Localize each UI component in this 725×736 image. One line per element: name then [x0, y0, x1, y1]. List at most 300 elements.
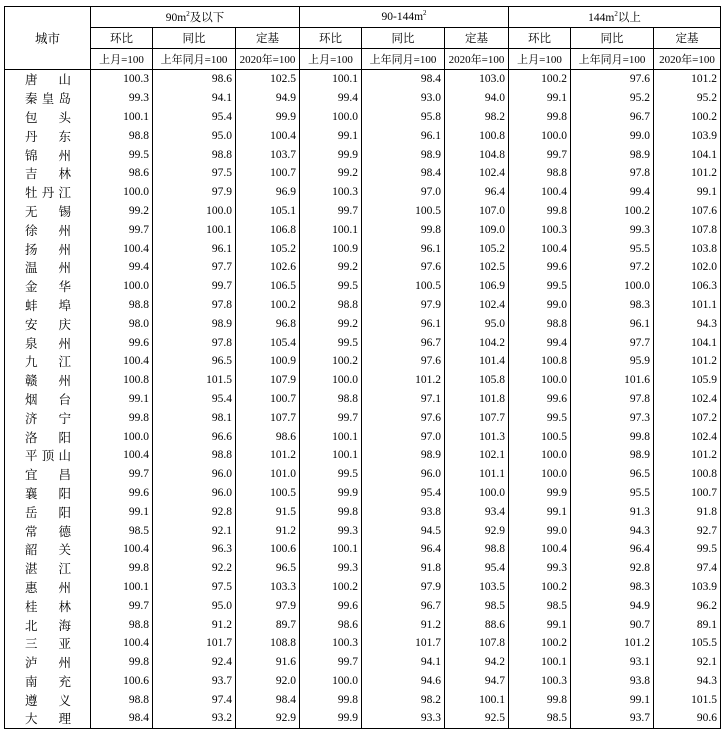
- value-cell: 92.7: [654, 521, 721, 540]
- value-cell: 99.5: [509, 408, 571, 427]
- value-cell: 98.8: [91, 296, 153, 315]
- city-name: 唐山: [25, 73, 71, 88]
- value-cell: 96.2: [654, 596, 721, 615]
- city-cell: [5, 277, 91, 296]
- table-row: [5, 540, 721, 559]
- value-cell: 98.8: [445, 540, 509, 559]
- value-cell: 100.2: [509, 70, 571, 89]
- value-cell: 99.9: [509, 484, 571, 503]
- value-cell: 90.7: [571, 615, 654, 634]
- base-header: 2020年=100: [654, 49, 721, 70]
- city-cell: [5, 108, 91, 127]
- value-cell: 98.6: [153, 70, 236, 89]
- value-cell: 100.1: [300, 427, 362, 446]
- city-cell: [5, 653, 91, 672]
- value-cell: 98.4: [91, 709, 153, 728]
- value-cell: 89.1: [654, 615, 721, 634]
- value-cell: 103.5: [445, 578, 509, 597]
- group-label-sup: 2: [186, 10, 190, 19]
- city-cell: [5, 202, 91, 221]
- city-name: 赣州: [25, 374, 71, 389]
- value-cell: 93.3: [362, 709, 445, 728]
- table-row: [5, 164, 721, 183]
- value-cell: 99.4: [91, 258, 153, 277]
- value-cell: 99.7: [509, 145, 571, 164]
- value-cell: 91.2: [236, 521, 300, 540]
- value-cell: 99.5: [509, 277, 571, 296]
- table-row: [5, 352, 721, 371]
- value-cell: 97.5: [153, 578, 236, 597]
- value-cell: 99.0: [509, 521, 571, 540]
- city-cell: [5, 484, 91, 503]
- value-cell: 99.3: [91, 89, 153, 108]
- value-cell: 99.1: [91, 502, 153, 521]
- value-cell: 100.2: [300, 352, 362, 371]
- value-cell: 98.8: [300, 390, 362, 409]
- value-cell: 99.6: [91, 484, 153, 503]
- city-cell: [5, 220, 91, 239]
- value-cell: 100.4: [91, 352, 153, 371]
- city-cell: [5, 672, 91, 691]
- value-cell: 106.9: [445, 277, 509, 296]
- value-cell: 95.4: [153, 390, 236, 409]
- value-cell: 98.6: [300, 615, 362, 634]
- value-cell: 105.5: [654, 634, 721, 653]
- base-header: 上年同月=100: [362, 49, 445, 70]
- value-cell: 97.8: [571, 164, 654, 183]
- value-cell: 95.5: [571, 239, 654, 258]
- table-row: [5, 220, 721, 239]
- value-cell: 92.1: [153, 521, 236, 540]
- value-cell: 100.4: [509, 183, 571, 202]
- metric-header: 环比: [300, 28, 362, 49]
- value-cell: 100.4: [509, 239, 571, 258]
- city-cell: [5, 540, 91, 559]
- value-cell: 96.9: [236, 183, 300, 202]
- table-row: [5, 202, 721, 221]
- city-column-header: 城市: [5, 7, 91, 70]
- value-cell: 97.4: [153, 690, 236, 709]
- value-cell: 99.0: [571, 126, 654, 145]
- base-header: 2020年=100: [236, 49, 300, 70]
- value-cell: 100.3: [91, 70, 153, 89]
- value-cell: 93.8: [571, 672, 654, 691]
- table-row: [5, 145, 721, 164]
- value-cell: 99.8: [300, 502, 362, 521]
- value-cell: 100.3: [509, 672, 571, 691]
- value-cell: 100.1: [300, 220, 362, 239]
- value-cell: 99.1: [300, 126, 362, 145]
- value-cell: 99.8: [509, 202, 571, 221]
- city-cell: [5, 352, 91, 371]
- city-cell: [5, 690, 91, 709]
- value-cell: 92.4: [153, 653, 236, 672]
- value-cell: 99.6: [300, 596, 362, 615]
- value-cell: 97.6: [571, 70, 654, 89]
- group-header-small: [91, 7, 300, 28]
- city-name: 三亚: [25, 637, 71, 652]
- value-cell: 96.7: [571, 108, 654, 127]
- value-cell: 104.1: [654, 145, 721, 164]
- table-row: [5, 446, 721, 465]
- value-cell: 102.4: [654, 427, 721, 446]
- city-cell: [5, 70, 91, 89]
- value-cell: 95.4: [445, 559, 509, 578]
- value-cell: 99.8: [91, 559, 153, 578]
- value-cell: 100.1: [300, 540, 362, 559]
- value-cell: 99.2: [300, 314, 362, 333]
- value-cell: 106.8: [236, 220, 300, 239]
- value-cell: 95.8: [362, 108, 445, 127]
- value-cell: 95.9: [571, 352, 654, 371]
- value-cell: 98.1: [153, 408, 236, 427]
- group-label: 90m: [165, 12, 187, 24]
- value-cell: 99.1: [509, 615, 571, 634]
- group-label: 144m: [588, 12, 615, 24]
- city-cell: [5, 521, 91, 540]
- value-cell: 93.8: [362, 502, 445, 521]
- value-cell: 100.8: [445, 126, 509, 145]
- value-cell: 92.9: [236, 709, 300, 728]
- value-cell: 99.5: [300, 465, 362, 484]
- value-cell: 96.3: [153, 540, 236, 559]
- value-cell: 99.0: [509, 296, 571, 315]
- value-cell: 97.4: [654, 559, 721, 578]
- city-name: 常德: [25, 524, 71, 539]
- value-cell: 95.2: [654, 89, 721, 108]
- city-name: 泸州: [25, 656, 71, 671]
- value-cell: 102.5: [236, 70, 300, 89]
- city-name: 南充: [25, 674, 71, 689]
- value-cell: 100.0: [91, 427, 153, 446]
- value-cell: 100.0: [509, 126, 571, 145]
- value-cell: 91.6: [236, 653, 300, 672]
- value-cell: 98.8: [91, 126, 153, 145]
- value-cell: 99.1: [509, 89, 571, 108]
- value-cell: 98.3: [571, 578, 654, 597]
- city-name: 岳阳: [25, 505, 71, 520]
- city-cell: [5, 578, 91, 597]
- value-cell: 103.9: [654, 578, 721, 597]
- city-cell: [5, 634, 91, 653]
- table-row: [5, 615, 721, 634]
- metric-header: 环比: [509, 28, 571, 49]
- value-cell: 97.1: [362, 390, 445, 409]
- value-cell: 92.9: [445, 521, 509, 540]
- value-cell: 100.7: [654, 484, 721, 503]
- value-cell: 94.1: [153, 89, 236, 108]
- value-cell: 100.2: [509, 578, 571, 597]
- value-cell: 99.8: [300, 690, 362, 709]
- city-cell: [5, 89, 91, 108]
- value-cell: 107.0: [445, 202, 509, 221]
- value-cell: 99.1: [91, 390, 153, 409]
- value-cell: 96.1: [153, 239, 236, 258]
- city-name: 北海: [25, 618, 71, 633]
- value-cell: 100.1: [91, 108, 153, 127]
- value-cell: 105.1: [236, 202, 300, 221]
- city-name: 温州: [25, 261, 71, 276]
- value-cell: 103.7: [236, 145, 300, 164]
- value-cell: 100.2: [509, 634, 571, 653]
- value-cell: 99.3: [300, 521, 362, 540]
- value-cell: 93.4: [445, 502, 509, 521]
- table-header: [5, 7, 721, 70]
- value-cell: 96.1: [362, 314, 445, 333]
- value-cell: 98.8: [509, 164, 571, 183]
- value-cell: 102.6: [236, 258, 300, 277]
- value-cell: 107.8: [445, 634, 509, 653]
- value-cell: 100.4: [509, 540, 571, 559]
- value-cell: 96.5: [571, 465, 654, 484]
- value-cell: 95.0: [153, 126, 236, 145]
- value-cell: 99.8: [509, 108, 571, 127]
- value-cell: 90.6: [654, 709, 721, 728]
- value-cell: 102.5: [445, 258, 509, 277]
- city-cell: [5, 296, 91, 315]
- table-row: [5, 559, 721, 578]
- value-cell: 94.6: [362, 672, 445, 691]
- city-cell: [5, 390, 91, 409]
- value-cell: 99.6: [509, 258, 571, 277]
- value-cell: 100.3: [300, 183, 362, 202]
- value-cell: 97.2: [571, 258, 654, 277]
- city-name: 济宁: [25, 411, 71, 426]
- value-cell: 103.3: [236, 578, 300, 597]
- value-cell: 100.2: [300, 578, 362, 597]
- table-row: [5, 258, 721, 277]
- value-cell: 96.7: [362, 333, 445, 352]
- value-cell: 102.4: [445, 164, 509, 183]
- city-name: 牡丹江: [25, 186, 71, 201]
- value-cell: 104.2: [445, 333, 509, 352]
- value-cell: 96.6: [153, 427, 236, 446]
- value-cell: 93.7: [153, 672, 236, 691]
- value-cell: 97.3: [571, 408, 654, 427]
- value-cell: 93.0: [362, 89, 445, 108]
- city-name: 泉州: [25, 336, 71, 351]
- city-name: 九江: [25, 355, 71, 370]
- value-cell: 100.0: [571, 277, 654, 296]
- value-cell: 96.1: [571, 314, 654, 333]
- value-cell: 100.6: [91, 672, 153, 691]
- value-cell: 100.1: [509, 653, 571, 672]
- city-cell: [5, 183, 91, 202]
- value-cell: 100.4: [91, 540, 153, 559]
- value-cell: 103.9: [654, 126, 721, 145]
- value-cell: 97.8: [153, 333, 236, 352]
- metric-header: 定基: [236, 28, 300, 49]
- value-cell: 92.0: [236, 672, 300, 691]
- base-header-row: [5, 49, 721, 70]
- value-cell: 99.9: [236, 108, 300, 127]
- value-cell: 101.2: [654, 70, 721, 89]
- value-cell: 97.0: [362, 183, 445, 202]
- value-cell: 99.1: [654, 183, 721, 202]
- value-cell: 94.9: [236, 89, 300, 108]
- value-cell: 98.8: [300, 296, 362, 315]
- table-row: [5, 371, 721, 390]
- city-name: 吉林: [25, 167, 71, 182]
- city-cell: [5, 145, 91, 164]
- value-cell: 97.9: [362, 296, 445, 315]
- city-name: 桂林: [25, 599, 71, 614]
- table-row: [5, 390, 721, 409]
- value-cell: 93.2: [153, 709, 236, 728]
- value-cell: 101.2: [654, 446, 721, 465]
- value-cell: 98.8: [153, 145, 236, 164]
- value-cell: 99.2: [300, 164, 362, 183]
- value-cell: 98.2: [445, 108, 509, 127]
- value-cell: 99.6: [509, 390, 571, 409]
- value-cell: 91.5: [236, 502, 300, 521]
- value-cell: 99.8: [362, 220, 445, 239]
- value-cell: 100.0: [91, 183, 153, 202]
- value-cell: 100.7: [236, 390, 300, 409]
- value-cell: 97.6: [362, 258, 445, 277]
- value-cell: 100.1: [300, 446, 362, 465]
- city-name: 惠州: [25, 580, 71, 595]
- value-cell: 100.0: [91, 277, 153, 296]
- city-name: 大理: [25, 712, 71, 727]
- value-cell: 92.1: [654, 653, 721, 672]
- value-cell: 97.5: [153, 164, 236, 183]
- group-label-suffix: 及以下: [189, 12, 225, 24]
- value-cell: 98.5: [509, 596, 571, 615]
- value-cell: 101.0: [236, 465, 300, 484]
- value-cell: 96.1: [362, 126, 445, 145]
- value-cell: 102.0: [654, 258, 721, 277]
- table-row: [5, 521, 721, 540]
- value-cell: 98.2: [362, 690, 445, 709]
- city-name: 锦州: [25, 148, 71, 163]
- value-cell: 96.4: [571, 540, 654, 559]
- value-cell: 97.7: [153, 258, 236, 277]
- city-cell: [5, 333, 91, 352]
- value-cell: 101.5: [654, 690, 721, 709]
- city-name: 烟台: [25, 392, 71, 407]
- city-name: 徐州: [25, 223, 71, 238]
- city-cell: [5, 126, 91, 145]
- city-name: 湛江: [25, 562, 71, 577]
- table-row: [5, 108, 721, 127]
- value-cell: 91.8: [362, 559, 445, 578]
- value-cell: 96.0: [153, 465, 236, 484]
- table-row: [5, 690, 721, 709]
- group-label-suffix: 以上: [617, 12, 641, 24]
- value-cell: 100.0: [300, 672, 362, 691]
- value-cell: 97.6: [362, 408, 445, 427]
- city-name: 秦皇岛: [25, 92, 71, 107]
- value-cell: 100.0: [153, 202, 236, 221]
- value-cell: 92.5: [445, 709, 509, 728]
- value-cell: 95.2: [571, 89, 654, 108]
- value-cell: 92.8: [571, 559, 654, 578]
- value-cell: 105.2: [445, 239, 509, 258]
- city-cell: [5, 408, 91, 427]
- value-cell: 99.3: [571, 220, 654, 239]
- value-cell: 101.2: [654, 352, 721, 371]
- value-cell: 99.4: [300, 89, 362, 108]
- value-cell: 100.0: [445, 484, 509, 503]
- value-cell: 109.0: [445, 220, 509, 239]
- value-cell: 94.7: [445, 672, 509, 691]
- city-cell: [5, 465, 91, 484]
- value-cell: 94.2: [445, 653, 509, 672]
- city-name: 韶关: [25, 543, 71, 558]
- value-cell: 101.8: [445, 390, 509, 409]
- value-cell: 107.7: [236, 408, 300, 427]
- value-cell: 100.9: [300, 239, 362, 258]
- metric-header: 同比: [153, 28, 236, 49]
- value-cell: 98.6: [91, 164, 153, 183]
- value-cell: 98.3: [571, 296, 654, 315]
- table-row: [5, 89, 721, 108]
- value-cell: 99.9: [300, 145, 362, 164]
- value-cell: 89.7: [236, 615, 300, 634]
- value-cell: 99.7: [91, 220, 153, 239]
- value-cell: 100.0: [509, 371, 571, 390]
- value-cell: 96.5: [236, 559, 300, 578]
- city-cell: [5, 314, 91, 333]
- city-cell: [5, 709, 91, 728]
- city-cell: [5, 559, 91, 578]
- value-cell: 94.3: [654, 672, 721, 691]
- value-cell: 94.3: [571, 521, 654, 540]
- value-cell: 99.2: [300, 258, 362, 277]
- value-cell: 107.8: [654, 220, 721, 239]
- city-name: 襄阳: [25, 486, 71, 501]
- table-row: [5, 653, 721, 672]
- base-header: 上月=100: [300, 49, 362, 70]
- price-index-table: [4, 6, 721, 729]
- value-cell: 98.5: [91, 521, 153, 540]
- table-row: [5, 465, 721, 484]
- group-header-large: [509, 7, 721, 28]
- value-cell: 108.8: [236, 634, 300, 653]
- value-cell: 97.7: [571, 333, 654, 352]
- value-cell: 100.4: [91, 239, 153, 258]
- group-label-sup: 2: [614, 10, 618, 19]
- value-cell: 98.5: [445, 596, 509, 615]
- table-row: [5, 408, 721, 427]
- value-cell: 104.8: [445, 145, 509, 164]
- sub-header-row: [5, 28, 721, 49]
- table-row: [5, 709, 721, 728]
- value-cell: 99.7: [300, 653, 362, 672]
- city-name: 无锡: [25, 204, 71, 219]
- value-cell: 100.8: [91, 371, 153, 390]
- value-cell: 103.8: [654, 239, 721, 258]
- value-cell: 99.1: [509, 502, 571, 521]
- value-cell: 101.7: [362, 634, 445, 653]
- value-cell: 98.9: [571, 446, 654, 465]
- metric-header: 定基: [445, 28, 509, 49]
- value-cell: 99.7: [300, 202, 362, 221]
- value-cell: 105.4: [236, 333, 300, 352]
- table-row: [5, 296, 721, 315]
- value-cell: 99.6: [91, 333, 153, 352]
- value-cell: 99.1: [571, 690, 654, 709]
- value-cell: 99.5: [91, 145, 153, 164]
- value-cell: 100.0: [509, 465, 571, 484]
- value-cell: 95.0: [445, 314, 509, 333]
- value-cell: 92.2: [153, 559, 236, 578]
- value-cell: 93.7: [571, 709, 654, 728]
- city-name: 宜昌: [25, 468, 71, 483]
- value-cell: 99.8: [91, 653, 153, 672]
- value-cell: 104.1: [654, 333, 721, 352]
